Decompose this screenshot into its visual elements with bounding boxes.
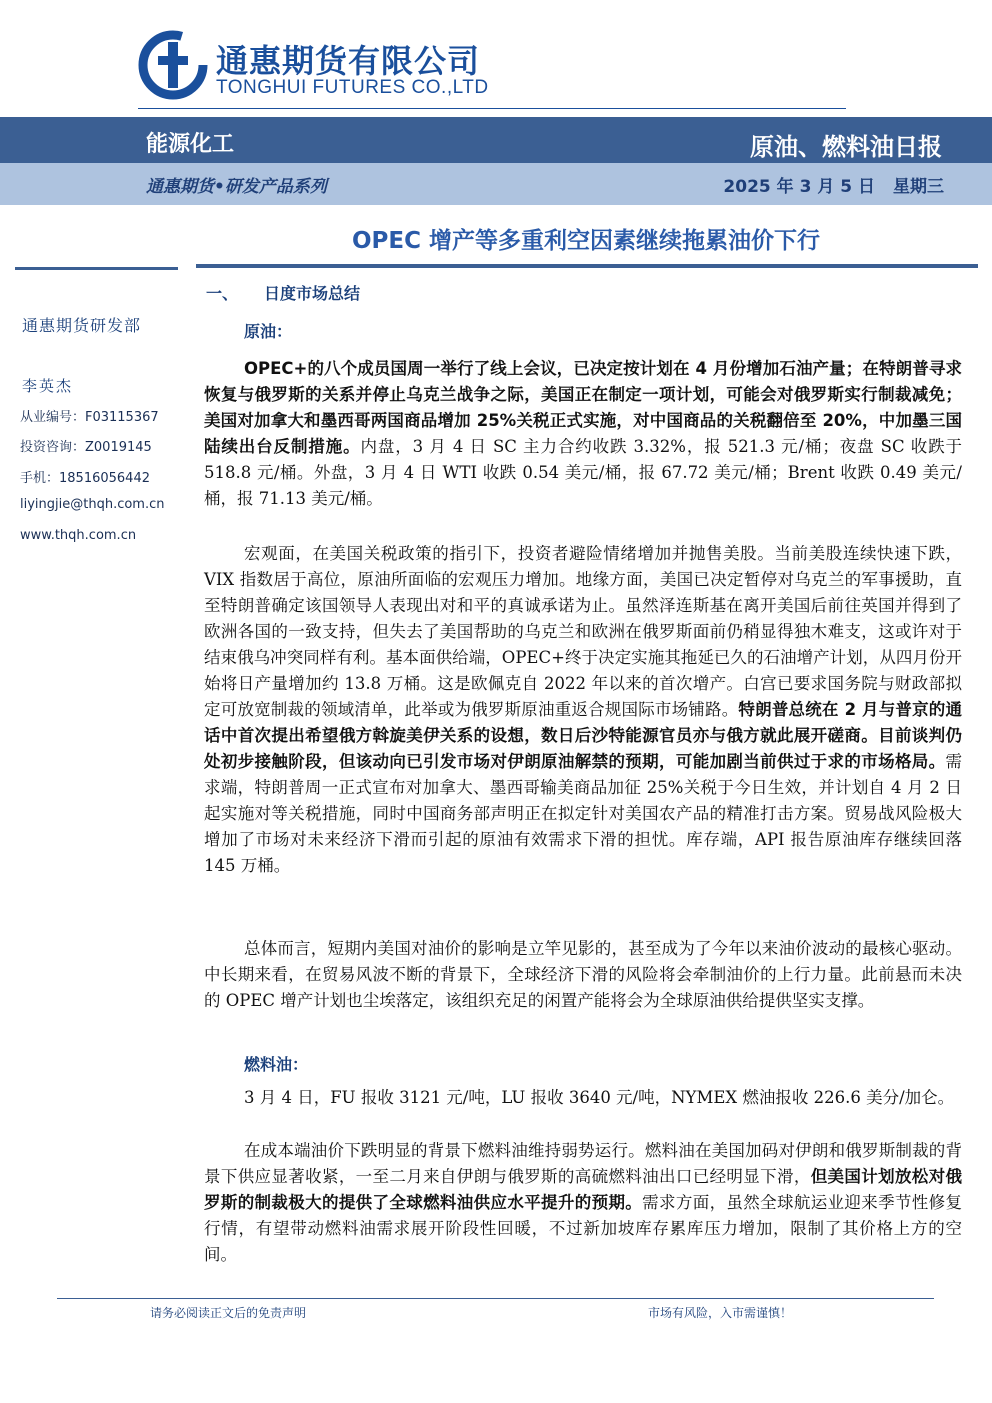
crude-p2-bold: 特朗普总统在 2 月与普京的通话中首次提出希望俄方斡旋美伊关系的设想，数日后沙特能源官员亦与俄方就此展开磋商。目前谈判仍处初步接触阶段，但该动向已引发市场对伊朗原油解禁的预期，可能加剧当前供过于求的市场格局。 bbox=[204, 700, 962, 771]
analyst-name: 李英杰 bbox=[22, 377, 74, 395]
phone-number: 手机：18516056442 bbox=[20, 471, 150, 486]
disclaimer-note: 请务必阅读正文后的免责声明 bbox=[150, 1306, 307, 1320]
weekday-text: 星期三 bbox=[893, 177, 944, 197]
crude-p1-rest: 内盘，3 月 4 日 SC 主力合约收跌 3.32%，报 521.3 元/桶；夜盘 SC 收跌于 518.8 元/桶。外盘，3 月 4 日 WTI 收跌 0.54 美元/桶，报 67.72 美元/桶；Brent 收跌 0.49 美元/桶，报 71.13 美元/桶。 bbox=[204, 437, 963, 508]
report-name: 原油、燃料油日报 bbox=[750, 133, 942, 161]
crude-p2-a: 宏观面，在美国关税政策的指引下，投资者避险情绪增加并抛售美股。当前美股连续快速下跌，VIX 指数居于高位，原油所面临的宏观压力增加。地缘方面，美国已决定暂停对乌克兰的军事援助，直至特朗普确定该国领导人表现出对和平的真诚承诺为止。虽然泽连斯基在离开美国后前往英国并得到了欧洲各国的一致支持，但失去了美国帮助的乌克兰和欧洲在俄罗斯面前仍稍显得独木难支，这或许对于结束俄乌冲突同样有利。基本面供给端，OPEC+终于决定实施其拖延已久的石油增产计划，从四月份开始将日产量增加约 13.8 万桶。这是欧佩克自 2022 年以来的首次增产。白宫已要求国务院与财政部拟定可放宽制裁的领域清单，此举或为俄罗斯原油重返合规国际市场铺路。 bbox=[204, 544, 962, 719]
section-number: 一、 bbox=[206, 284, 239, 303]
email-link[interactable]: liyingjie@thqh.com.cn bbox=[20, 497, 165, 512]
fuel-heading: 燃料油： bbox=[244, 1055, 309, 1074]
crude-heading: 原油： bbox=[244, 322, 293, 341]
crude-paragraph-3: 总体而言，短期内美国对油价的影响是立竿见影的，甚至成为了今年以来油价波动的最核心驱动。中长期来看，在贸易风波不断的背景下，全球经济下滑的风险将会牵制油价的上行力量。此前悬而未决的 OPEC 增产计划也尘埃落定，该组织充足的闲置产能将会为全球原油供给提供坚实支撑。 bbox=[204, 939, 962, 1010]
website-link[interactable]: www.thqh.com.cn bbox=[20, 528, 137, 543]
footer-divider bbox=[57, 1298, 934, 1299]
fuel-paragraph-2 bbox=[204, 1138, 962, 1268]
report-date bbox=[723, 172, 944, 197]
fuel-p2-b: 需求方面，虽然全球航运业迎来季节性修复行情，有望带动燃料油需求展开阶段性回暖，不过新加坡库存累库压力增加，限制了其价格上方的空间。 bbox=[204, 1193, 963, 1264]
crude-paragraph-1 bbox=[204, 356, 962, 512]
company-name-cn: 通惠期货有限公司 bbox=[216, 42, 481, 80]
fuel-p2-bold: 但美国计划放松对俄罗斯的制裁极大的提供了全球燃料油供应水平提升的预期。 bbox=[204, 1167, 963, 1212]
department: 通惠期货研发部 bbox=[22, 316, 142, 335]
title-divider bbox=[196, 264, 978, 268]
risk-warning: 市场有风险，入市需谨慎！ bbox=[648, 1306, 793, 1320]
date-text: 2025 年 3 月 5 日 bbox=[723, 177, 875, 197]
company-logo-icon bbox=[138, 30, 208, 100]
company-name-en: TONGHUI FUTURES CO.,LTD bbox=[216, 77, 489, 98]
fuel-paragraph-1: 3 月 4 日，FU 报收 3121 元/吨，LU 报收 3640 元/吨，NYMEX 燃油报收 226.6 美分/加仑。 bbox=[244, 1088, 955, 1107]
sector-label: 能源化工 bbox=[146, 132, 235, 157]
consult-number: 投资咨询：Z0019145 bbox=[20, 440, 152, 455]
series-label: 通惠期货•研发产品系列 bbox=[146, 177, 327, 197]
sidebar-divider bbox=[15, 267, 178, 270]
crude-paragraph-2 bbox=[204, 541, 962, 879]
section-heading bbox=[206, 281, 360, 304]
crude-p2-b: 需求端，特朗普周一正式宣布对加拿大、墨西哥输美商品加征 25%关税于今日生效，并计划自 4 月 2 日起实施对等关税措施，同时中国商务部声明正在拟定针对美国农产品的精准打击方案。贸易战风险极大增加了市场对未来经济下滑而引起的原油有效需求下滑的担忧。库存端，API 报告原油库存继续回落 145 万桶。 bbox=[204, 752, 962, 875]
license-number: 从业编号：F03115367 bbox=[20, 410, 159, 425]
fuel-p2-a: 在成本端油价下跌明显的背景下燃料油维持弱势运行。燃料油在美国加码对伊朗和俄罗斯制裁的背景下供应显著收紧，一至二月来自伊朗与俄罗斯的高硫燃料油出口已经明显下滑， bbox=[204, 1141, 962, 1186]
section-title: 日度市场总结 bbox=[264, 284, 361, 303]
document-title: OPEC 增产等多重利空因素继续拖累油价下行 bbox=[351, 228, 820, 254]
header-divider bbox=[138, 108, 846, 109]
crude-p1-bold: OPEC+的八个成员国周一举行了线上会议，已决定按计划在 4 月份增加石油产量；在特朗普寻求恢复与俄罗斯的关系并停止乌克兰战争之际，美国正在制定一项计划，可能会对俄罗斯实行制裁减免；美国对加拿大和墨西哥两国商品增加 25%关税正式实施，对中国商品的关税翻倍至 20%，中加墨三国陆续出台反制措施。 bbox=[204, 359, 962, 456]
